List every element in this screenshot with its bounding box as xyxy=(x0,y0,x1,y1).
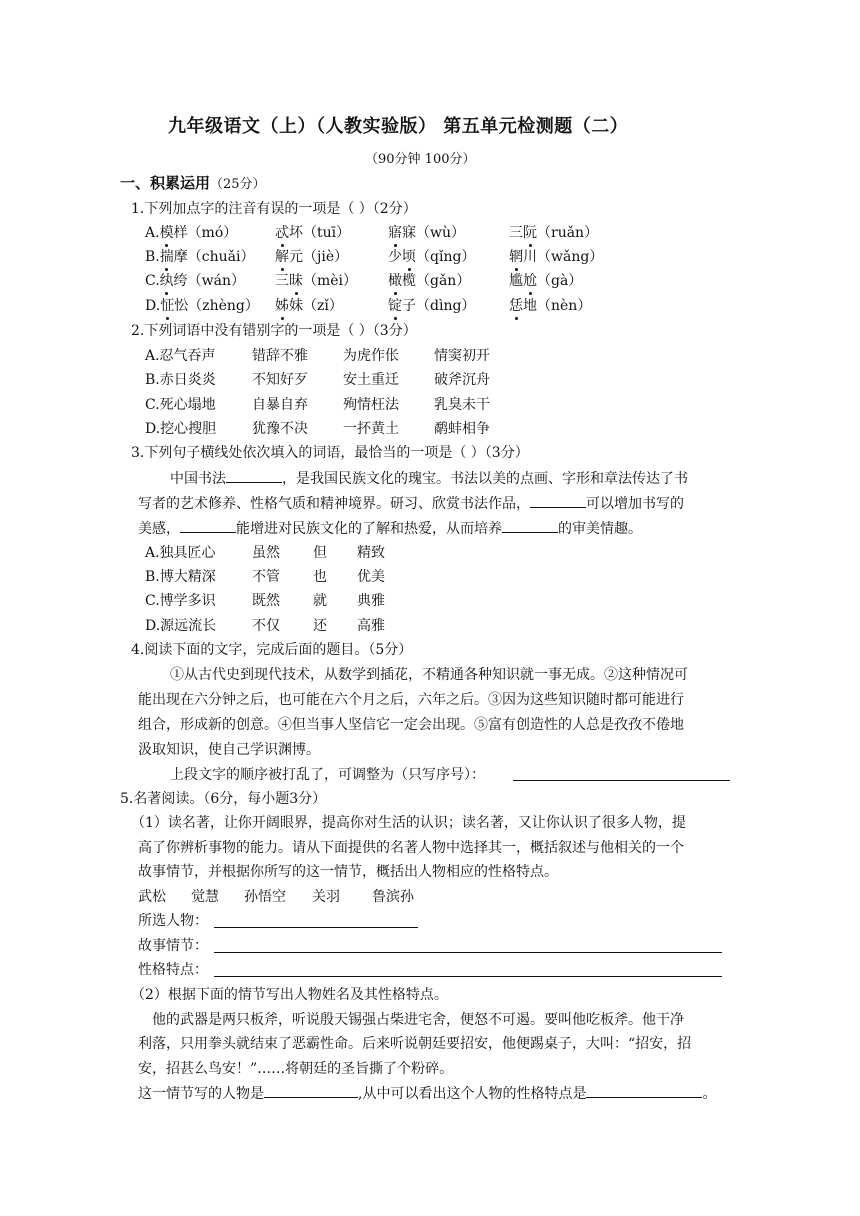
q5-part1-line: 高了你辨析事物的能力。请从下面提供的名著人物中选择其一，概括叙述与他相关的一个 xyxy=(138,840,684,856)
q2-d-1: D.挖心搜胆 xyxy=(145,421,217,437)
option-c-3: 橄榄（gǎn） xyxy=(388,273,471,289)
q3-text: ，是我国民族文化的瑰宝。书法以美的点画、字形和章法传达了书 xyxy=(282,471,688,487)
q5-part2-stem: （2）根据下面的情节写出人物姓名及其性格特点。 xyxy=(131,987,448,1003)
q3-d-4: 高雅 xyxy=(357,618,385,634)
q3-b-2: 不管 xyxy=(252,569,280,585)
q3-c-1: C.博学多识 xyxy=(145,593,216,609)
q2-b-3: 安土重迁 xyxy=(343,372,399,388)
q3-c-4: 典雅 xyxy=(357,593,385,609)
q3-c-2: 既然 xyxy=(252,593,280,609)
option-d-3: 锭子（dìng） xyxy=(388,298,476,314)
q4-passage-line: 汲取知识，使自己学识渊博。 xyxy=(138,742,320,758)
section-label: 一、积累运用 xyxy=(120,174,211,192)
character-name: 鲁滨孙 xyxy=(372,889,414,905)
option-c-1: C.纨绔（wán） xyxy=(145,273,246,289)
q2-b-2: 不知好歹 xyxy=(252,372,308,388)
q2-c-4: 乳臭未干 xyxy=(434,397,490,413)
q5-part1-line: 故事情节，并根据你所写的这一情节，概括出人物相应的性格特点。 xyxy=(138,864,558,880)
page-title: 九年级语文（上）（人教实验版） 第五单元检测题（二） xyxy=(168,116,629,137)
q3-b-3: 也 xyxy=(313,569,327,585)
q2-b-1: B.赤日炎炎 xyxy=(145,372,216,388)
question-3-stem: 3.下列句子横线处依次填入的词语，最恰当的一项是（ ）（3分） xyxy=(131,445,529,461)
q2-d-4: 鹬蚌相争 xyxy=(434,421,490,437)
option-d-2: 姊妹（zǐ） xyxy=(275,298,343,314)
q3-text: 写者的艺术修养、性格气质和精神境界。研习、欣赏书法作品， xyxy=(138,496,530,512)
field-label-plot: 故事情节： xyxy=(138,938,208,954)
q3-text: 可以增加书写的 xyxy=(586,496,684,512)
q2-c-2: 自暴自弃 xyxy=(252,397,308,413)
option-b-4: 辋川（wǎng） xyxy=(509,249,604,265)
q5-part2-line: 利落，只用拳头就结束了恶霸性命。后来听说朝廷要招安，他便踢桌子，大叫：“招安，招 xyxy=(138,1036,692,1052)
question-2-stem: 2.下列词语中没有错别字的一项是（ ）（3分） xyxy=(131,323,417,339)
q3-a-4: 精致 xyxy=(357,545,385,561)
field-label-character: 所选人物： xyxy=(138,913,208,929)
q5-text: 这一情节写的人物是 xyxy=(138,1086,264,1102)
q5-text: ,从中可以看出这个人物的性格特点是 xyxy=(358,1086,587,1102)
q3-text: 能增进对民族文化的了解和热爱，从而培养 xyxy=(236,521,502,537)
q3-passage-line-3 xyxy=(138,518,642,539)
q2-a-1: A.忍气吞声 xyxy=(145,348,216,364)
q3-a-2: 虽然 xyxy=(252,545,280,561)
answer-blank[interactable] xyxy=(530,493,586,508)
q5-part1-line: （1）读名著，让你开阔眼界，提高你对生活的认识；读名著，又让你认识了很多人物，提 xyxy=(131,815,686,831)
option-d-1: D.怔忪（zhèng） xyxy=(145,298,259,314)
q2-d-3: 一抔黄土 xyxy=(343,421,399,437)
character-name: 觉慧 xyxy=(191,889,219,905)
q3-a-3: 但 xyxy=(313,545,327,561)
q5-text: 。 xyxy=(702,1086,717,1102)
option-a-2: 忒坏（tuī） xyxy=(275,225,351,241)
question-4-stem: 4.阅读下面的文字，完成后面的题目。（5分） xyxy=(131,642,413,658)
option-d-4: 恁地（nèn） xyxy=(509,298,592,314)
question-5-stem: 5.名著阅读。（6分，每小题3分） xyxy=(120,791,327,807)
q2-c-1: C.死心塌地 xyxy=(145,397,216,413)
answer-blank[interactable] xyxy=(226,468,282,483)
q4-passage-line: 能出现在六分钟之后，也可能在六个月之后，六年之后。③因为这些知识随时都可能进行 xyxy=(138,692,684,708)
q2-a-3: 为虎作伥 xyxy=(343,348,399,364)
question-1-stem: 1.下列加点字的注音有误的一项是（ ）（2分） xyxy=(131,201,417,217)
answer-blank[interactable] xyxy=(180,518,236,533)
q3-passage-line-1 xyxy=(170,468,688,489)
q5-part2-line: 安，招甚么鸟安！”……将朝廷的圣旨撕了个粉碎。 xyxy=(138,1061,454,1077)
q2-b-4: 破斧沉舟 xyxy=(434,372,490,388)
answer-blank[interactable] xyxy=(502,518,558,533)
field-trait-line[interactable] xyxy=(214,975,722,977)
field-plot-line[interactable] xyxy=(214,951,722,953)
option-a-4: 三阮（ruǎn） xyxy=(509,225,599,241)
q3-passage-line-2 xyxy=(138,493,684,514)
q5-part2-answer xyxy=(138,1083,716,1104)
character-name: 关羽 xyxy=(312,889,340,905)
option-c-2: 三昧（mèi） xyxy=(275,273,358,289)
option-a-3: 寤寐（wù） xyxy=(388,225,465,241)
q4-passage-line: ①从古代史到现代技术，从数学到插花，不精通各种知识就一事无成。②这种情况可 xyxy=(170,667,688,683)
q2-d-2: 犹豫不决 xyxy=(252,421,308,437)
field-label-trait: 性格特点： xyxy=(138,962,208,978)
option-a-1: A.模样（mó） xyxy=(145,225,238,241)
option-c-4: 尴尬（gà） xyxy=(509,273,583,289)
option-b-2: 解元（jiè） xyxy=(275,249,349,265)
q2-a-4: 情窦初开 xyxy=(434,348,490,364)
answer-blank[interactable] xyxy=(586,1083,702,1098)
q3-b-1: B.博大精深 xyxy=(145,569,216,585)
character-name: 孙悟空 xyxy=(244,889,286,905)
q3-d-2: 不仅 xyxy=(252,618,280,634)
q3-b-4: 优美 xyxy=(357,569,385,585)
q4-answer-line[interactable] xyxy=(513,779,730,781)
page-subtitle: （90分钟 100分） xyxy=(365,152,476,167)
q3-d-3: 还 xyxy=(313,618,327,634)
answer-blank[interactable] xyxy=(264,1083,358,1098)
character-name: 武松 xyxy=(138,889,166,905)
q2-a-2: 错辞不雅 xyxy=(252,348,308,364)
option-b-1: B.揣摩（chuǎi） xyxy=(145,249,255,265)
q4-passage-line: 组合，形成新的创意。④但当事人坚信它一定会出现。⑤富有创造性的人总是孜孜不倦地 xyxy=(138,717,684,733)
q5-part2-line: 他的武器是两只板斧，听说殷天锡强占柴进宅舍，便怒不可遏。要叫他吃板斧。他干净 xyxy=(152,1012,684,1028)
q3-a-1: A.独具匠心 xyxy=(145,545,216,561)
q4-answer-prompt: 上段文字的顺序被打乱了，可调整为（只写序号）： xyxy=(170,767,485,783)
section-score: （25分） xyxy=(210,177,266,192)
q3-d-1: D.源远流长 xyxy=(145,618,217,634)
option-b-3: 少顷（qǐng） xyxy=(388,249,476,265)
q3-text: 的审美情趣。 xyxy=(558,521,642,537)
field-character-line[interactable] xyxy=(214,926,418,928)
q2-c-3: 殉情枉法 xyxy=(343,397,399,413)
q3-text: 美感， xyxy=(138,521,180,537)
section-heading xyxy=(120,173,266,195)
q3-text: 中国书法 xyxy=(170,471,226,487)
q3-c-3: 就 xyxy=(313,593,327,609)
